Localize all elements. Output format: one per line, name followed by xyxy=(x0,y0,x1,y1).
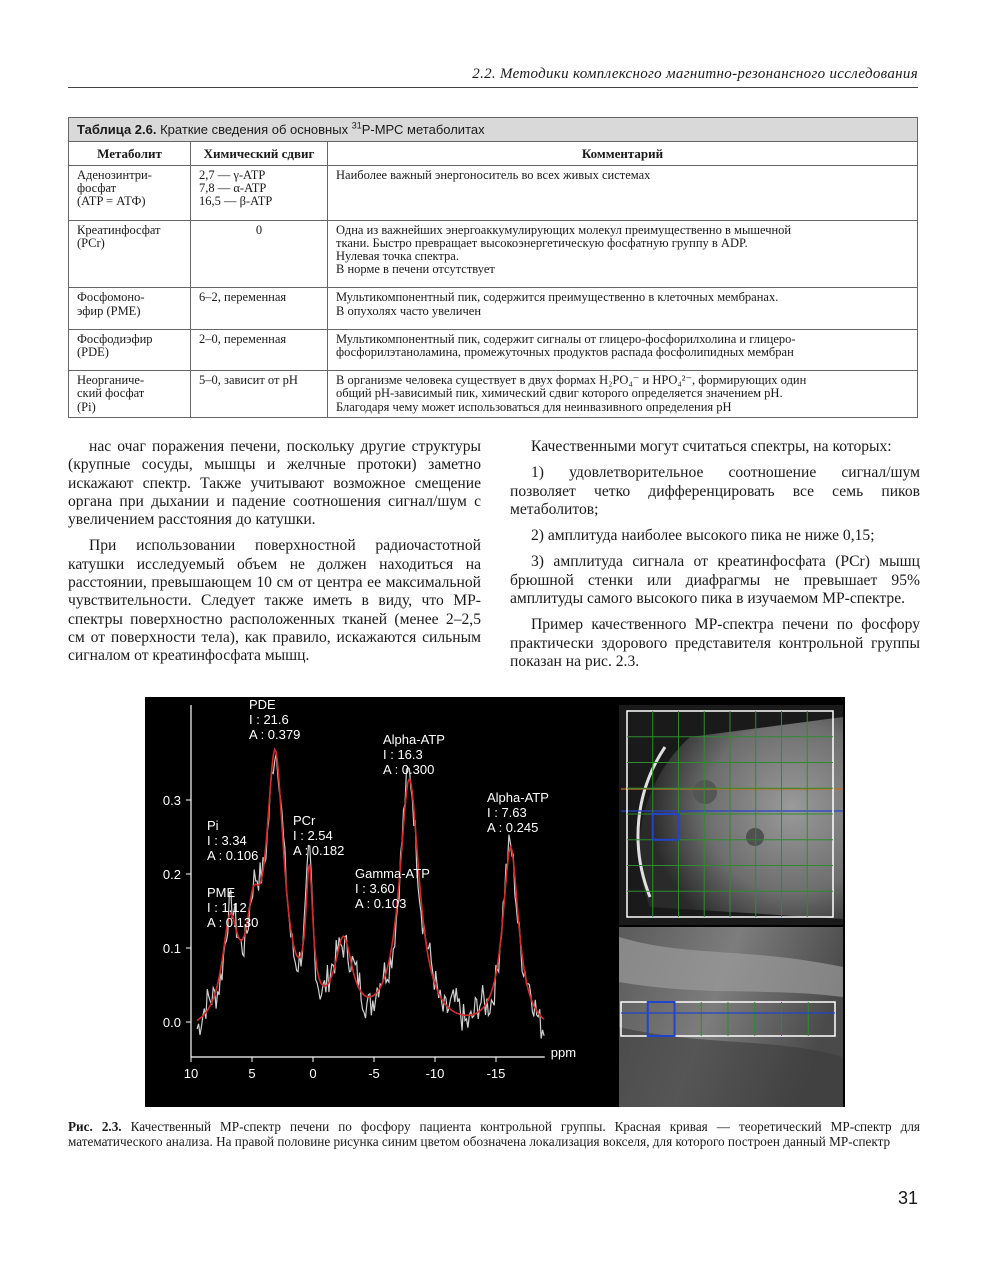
cell-line: 2–0, переменная xyxy=(199,331,287,346)
row-gap xyxy=(328,279,918,288)
peak-label-integral xyxy=(249,712,289,727)
peak-label-amplitude xyxy=(249,727,300,742)
row-gap xyxy=(191,321,328,330)
cell-line: 16,5 — β-ATP xyxy=(199,194,273,209)
body-text-right xyxy=(510,438,920,671)
peak-label-integral xyxy=(487,805,527,820)
table-cell-metabolite xyxy=(69,371,191,418)
table-row xyxy=(69,220,918,279)
figure-caption-text: Качественный МР-спектр печени по фосфору пациента контрольной группы. Красная кривая — теоретический МР-спектр для математического анализа. На правой половине рисунка синим цветом обозначена локализация вокселя, для которого построен данный МР-спектр xyxy=(68,1119,920,1150)
header-shift: Химический сдвиг xyxy=(191,142,328,166)
integral-value: 1.12 xyxy=(221,900,247,915)
cell-line: общий pH-зависимый пик, химический сдвиг которого определяется значением pH. xyxy=(336,386,783,401)
mri-panel xyxy=(617,697,845,1107)
page-number: 31 xyxy=(897,1188,918,1208)
table-row xyxy=(69,371,918,418)
cell-line: Благодаря чему может использоваться для неинвазивного определения pH xyxy=(336,399,732,414)
table-caption xyxy=(68,117,918,141)
peak-label-integral xyxy=(207,833,247,848)
integral-value: 16.3 xyxy=(397,747,423,762)
cell-line: Наиболее важный энергоноситель во всех живых системах xyxy=(336,168,651,182)
peak-label-integral xyxy=(355,881,395,896)
row-gap xyxy=(191,212,328,221)
peak-label-name: PCr xyxy=(293,813,316,828)
cell-line: (PDE) xyxy=(77,345,109,360)
amplitude-prefix: A : xyxy=(207,848,226,863)
table-cell-metabolite xyxy=(69,288,191,321)
list-item: 3) амплитуда сигнала от креатинфосфата (PCr) мышц брюшной стенки или диафрагмы не превышает 95% амплитуды самого высокого пика в изучаемом МР-спектре. xyxy=(510,553,920,608)
peak-label-amplitude xyxy=(383,762,434,777)
x-tick-label: 10 xyxy=(183,1066,199,1081)
metabolite-table xyxy=(68,117,918,418)
cell-line: (PCr) xyxy=(77,235,105,250)
cell-line: эфир (PME) xyxy=(77,303,141,318)
figure-spectrum xyxy=(145,697,845,1107)
cell-line: 0 xyxy=(255,222,263,237)
table-caption-label: Таблица 2.6. xyxy=(77,122,157,137)
cell-line: В организме человека существует в двух формах H₂PO₄⁻ и HPO₄²⁻, формирующих один xyxy=(336,373,807,388)
row-gap xyxy=(328,362,918,371)
table-cell-shift xyxy=(191,371,328,418)
row-gap xyxy=(328,321,918,330)
amplitude-value: 0.106 xyxy=(225,848,259,863)
integral-prefix: I : xyxy=(383,747,398,762)
cell-line: Аденозинтри- xyxy=(77,168,152,182)
amplitude-value: 0.245 xyxy=(505,820,539,835)
cell-line: Фосфодиэфир xyxy=(77,331,153,346)
cell-line: 7,8 — α-ATP xyxy=(199,181,267,196)
cell-line: В опухолях часто увеличен xyxy=(336,303,482,318)
table-caption-text-end: Р-МРС метаболитах xyxy=(361,122,485,137)
cell-line: 2,7 — γ-ATP xyxy=(199,168,266,182)
header-comment: Комментарий xyxy=(328,142,918,166)
table-cell-metabolite xyxy=(69,329,191,362)
table-row xyxy=(69,288,918,321)
table-row xyxy=(69,166,918,212)
cell-line: Нулевая точка спектра. xyxy=(336,249,459,264)
cell-line: Одна из важнейших энергоаккумулирующих молекул преимущественно в мышечной xyxy=(336,222,792,237)
peak-label-name: PME xyxy=(207,885,236,900)
peak-label-name: Alpha-ATP xyxy=(487,790,549,805)
table-cell-comment xyxy=(328,371,918,418)
cell-line: фосфорилэтаноламина, промежуточных продуктов распада фосфолипидных мембран xyxy=(336,345,794,360)
amplitude-value: 0.300 xyxy=(401,762,435,777)
y-tick-label: 0.2 xyxy=(162,867,181,882)
x-tick-label: -15 xyxy=(486,1066,506,1081)
table-caption-text: Краткие сведения об основных xyxy=(160,122,352,137)
table-cell-shift xyxy=(191,288,328,321)
cell-line: Неорганиче- xyxy=(77,373,145,388)
peak-label-amplitude xyxy=(207,848,258,863)
peak-label-amplitude xyxy=(487,820,538,835)
header-metabolite: Метаболит xyxy=(69,142,191,166)
integral-value: 3.60 xyxy=(369,881,395,896)
figure-caption xyxy=(68,1119,920,1149)
y-tick-label: 0.0 xyxy=(162,1015,181,1030)
x-axis-label: ppm xyxy=(550,1045,577,1060)
peak-label-amplitude xyxy=(293,843,344,858)
cell-line: Мультикомпонентный пик, содержит сигналы от глицеро-фосфорилхолина и глицеро- xyxy=(336,331,796,346)
list-item: 2) амплитуда наиболее высокого пика не ниже 0,15; xyxy=(531,527,875,545)
amplitude-value: 0.182 xyxy=(311,843,345,858)
cell-line: 5–0, зависит от pH xyxy=(199,373,298,388)
amplitude-prefix: A : xyxy=(293,843,312,858)
spectrum-svg xyxy=(145,697,845,1107)
paragraph: Пример качественного МР-спектра печени по фосфору практически здорового представителя контрольной группы показан на рис. 2.3. xyxy=(510,616,920,670)
cell-line: (Pi) xyxy=(77,399,96,414)
integral-prefix: I : xyxy=(293,828,308,843)
row-gap xyxy=(191,279,328,288)
amplitude-prefix: A : xyxy=(207,915,226,930)
list-item: 1) удовлетворительное соотношение сигнал/шум позволяет четко дифференцировать все семь пиков метаболитов; xyxy=(510,464,920,518)
peak-label-amplitude xyxy=(355,896,406,911)
cell-line: Фосфомоно- xyxy=(77,290,145,305)
table-caption-sup: 31 xyxy=(351,120,362,131)
integral-prefix: I : xyxy=(249,712,264,727)
row-gap xyxy=(191,362,328,371)
integral-prefix: I : xyxy=(207,833,222,848)
x-tick-label: 5 xyxy=(248,1066,256,1081)
table-cell-comment xyxy=(328,329,918,362)
row-gap xyxy=(69,362,191,371)
paragraph: нас очаг поражения печени, поскольку другие структуры (крупные сосуды, мышцы и желчные протоки) заметно искажают спектр. Также учитывают возможное смещение органа при дыхании и падение соотношения сигнал/шум с увеличением расстояния до катушки. xyxy=(68,438,481,529)
cell-line: ский фосфат xyxy=(77,386,145,401)
amplitude-value: 0.379 xyxy=(267,727,301,742)
peak-label-name: Pi xyxy=(207,818,219,833)
integral-value: 21.6 xyxy=(263,712,289,727)
row-gap xyxy=(328,212,918,221)
peak-label-integral xyxy=(383,747,423,762)
table-cell-comment xyxy=(328,288,918,321)
table-cell-metabolite xyxy=(69,220,191,279)
row-gap xyxy=(69,279,191,288)
table-cell-comment xyxy=(328,220,918,279)
cell-line: 6–2, переменная xyxy=(199,290,287,305)
cell-line: ткани. Быстро превращает высокоэнергетическую фосфатную группу в ADP. xyxy=(336,235,748,250)
peak-label-integral xyxy=(293,828,333,843)
cell-line: В норме в печени отсутствует xyxy=(336,262,495,277)
body-text-left xyxy=(68,438,481,666)
x-tick-label: 0 xyxy=(309,1066,317,1081)
amplitude-prefix: A : xyxy=(249,727,268,742)
cell-line: (ATP = АТФ) xyxy=(77,194,146,209)
peak-label-name: Alpha-ATP xyxy=(383,732,445,747)
amplitude-value: 0.103 xyxy=(373,896,407,911)
integral-value: 3.34 xyxy=(221,833,247,848)
integral-prefix: I : xyxy=(355,881,370,896)
peak-label-name: PDE xyxy=(249,697,276,712)
x-tick-label: -5 xyxy=(368,1066,380,1081)
x-tick-label: -10 xyxy=(425,1066,445,1081)
figure-caption-label: Рис. 2.3. xyxy=(68,1119,122,1134)
amplitude-prefix: A : xyxy=(355,896,374,911)
table-cell-shift xyxy=(191,220,328,279)
table-cell-shift xyxy=(191,329,328,362)
row-gap xyxy=(69,321,191,330)
amplitude-prefix: A : xyxy=(383,762,402,777)
y-tick-label: 0.1 xyxy=(162,941,181,956)
integral-prefix: I : xyxy=(207,900,222,915)
cell-line: Мультикомпонентный пик, содержится преимущественно в клеточных мембранах. xyxy=(336,290,779,305)
running-head: 2.2. Методики комплексного магнитно-резонансного исследования xyxy=(68,66,918,88)
peak-label-name: Gamma-ATP xyxy=(355,866,430,881)
y-tick-label: 0.3 xyxy=(162,793,181,808)
peak-label-amplitude xyxy=(207,915,258,930)
row-gap xyxy=(69,212,191,221)
peak-label-integral xyxy=(207,900,247,915)
paragraph: При использовании поверхностной радиочастотной катушки исследуемый объем не должен находиться на расстоянии, превышающем 10 см от центра ее максимальной чувствительности. Следует также иметь в виду, что МР-спектры поверхностно расположенных тканей (менее 2–2,5 см от поверхности тела), как правило, искажаются сильным сигналом от креатинфосфата мышц. xyxy=(68,537,481,665)
table-row xyxy=(69,329,918,362)
amplitude-prefix: A : xyxy=(487,820,506,835)
integral-value: 7.63 xyxy=(501,805,527,820)
integral-value: 2.54 xyxy=(307,828,333,843)
table-cell-metabolite xyxy=(69,166,191,212)
integral-prefix: I : xyxy=(487,805,502,820)
amplitude-value: 0.130 xyxy=(225,915,259,930)
cell-line: фосфат xyxy=(77,181,117,196)
paragraph: Качественными могут считаться спектры, на которых: xyxy=(531,438,892,455)
table-cell-comment xyxy=(328,166,918,212)
table-cell-shift xyxy=(191,166,328,212)
cell-line: Креатинфосфат xyxy=(77,222,161,237)
